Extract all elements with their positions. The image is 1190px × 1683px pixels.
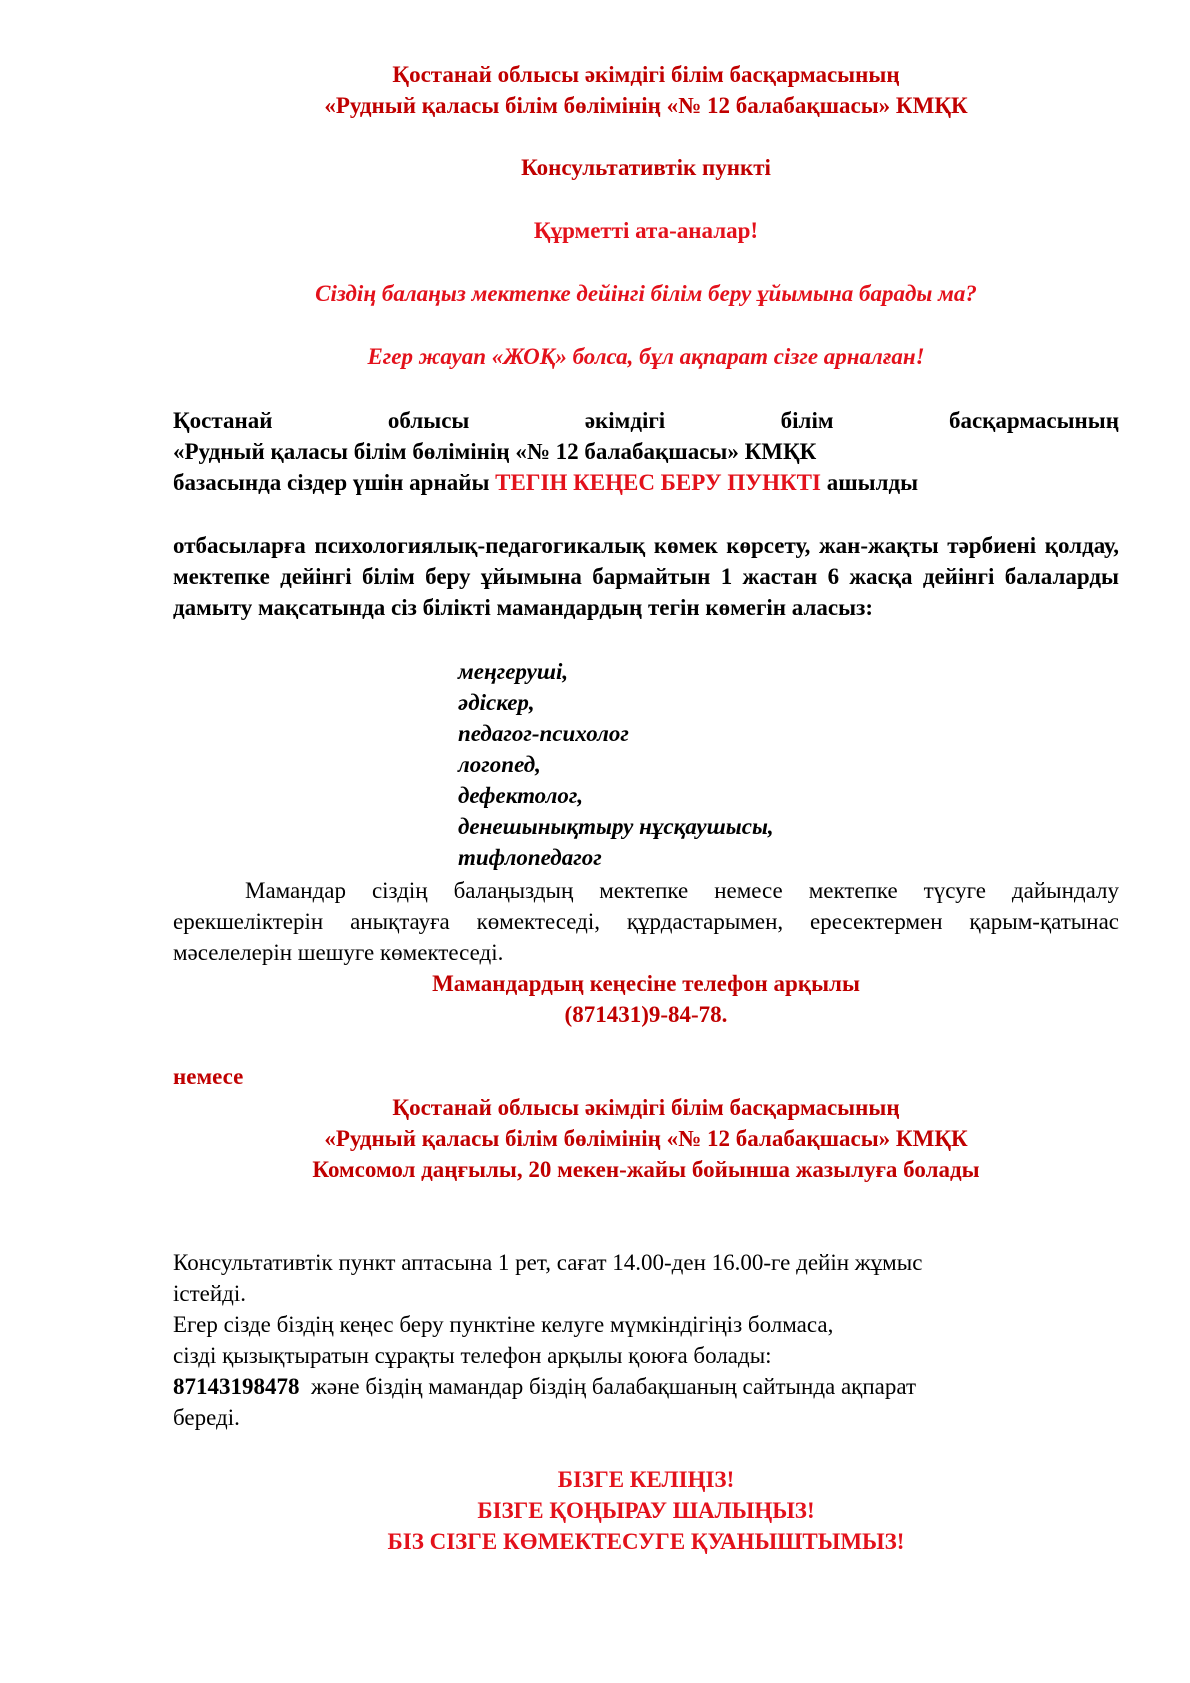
or-word: немесе xyxy=(173,1064,244,1089)
announcement-line-3 xyxy=(173,467,1119,498)
answer-note-line: Егер жауап «ЖОҚ» болса, бұл ақпарат сізге арналған! xyxy=(367,344,925,369)
purpose-paragraph: отбасыларға психологиялық-педагогикалық көмек көрсету, жан-жақты тәрбиені қолдау, мектепке дейінгі білім беру ұйымына бармайтын 1 жастан 6 жасқа дейінгі балаларды дамыту мақсатында сіз білікті мамандардың тегін көмегін аласыз: xyxy=(173,533,1119,620)
address-line-1: Қостанай облысы әкімдігі білім басқармасының xyxy=(392,1095,900,1120)
schedule-phone: 87143198478 xyxy=(173,1374,300,1399)
schedule-line-5-rest: және біздің мамандар біздің балабақшаның сайтында ақпарат xyxy=(299,1374,917,1399)
announcement-line-2: «Рудный қаласы білім бөлімінің «№ 12 балабақшасы» КМҚК xyxy=(173,439,817,464)
address-line-2: «Рудный қаласы білім бөлімінің «№ 12 балабақшасы» КМҚК xyxy=(324,1126,968,1151)
specialists-list xyxy=(173,656,1119,873)
schedule-line-5 xyxy=(173,1371,916,1402)
free-consult-highlight: ТЕГІН КЕҢЕС БЕРУ ПУНКТІ xyxy=(495,470,821,495)
specialist-item: әдіскер, xyxy=(458,690,535,715)
specialists-help-paragraph: Мамандар сіздің балаңыздың мектепке немесе мектепке түсуге дайындалу ерекшеліктерін анықтауға көмектеседі, құрдастарымен, ересектермен қарым-қатынас мәселелерін шешуге көмектеседі. xyxy=(173,878,1119,965)
announcement-line-3-start: базасында сіздер үшін арнайы xyxy=(173,470,496,495)
announcement-line-1: Қостанай облысы әкімдігі білім басқармасының xyxy=(173,408,1119,433)
header-org-line-1: Қостанай облысы әкімдігі білім басқармасының xyxy=(392,62,900,87)
specialist-item: тифлопедагог xyxy=(458,845,602,870)
specialist-item: дефектолог, xyxy=(458,783,584,808)
phone-number: (871431)9-84-78. xyxy=(564,1002,728,1027)
consult-point-title: Консультативтік пункті xyxy=(521,155,771,180)
phone-consult-line: Мамандардың кеңесіне телефон арқылы xyxy=(432,971,860,996)
closing-line-3: БІЗ СІЗГЕ КӨМЕКТЕСУГЕ ҚУАНЫШТЫМЫЗ! xyxy=(387,1529,905,1554)
specialist-item: логопед, xyxy=(458,752,541,777)
schedule-line-2: істейді. xyxy=(173,1281,247,1306)
closing-line-2: БІЗГЕ ҚОҢЫРАУ ШАЛЫҢЫЗ! xyxy=(477,1498,815,1523)
closing-line-1: БІЗГЕ КЕЛІҢІЗ! xyxy=(557,1467,735,1492)
specialist-item: педагог-психолог xyxy=(458,721,629,746)
greeting-heading: Құрметті ата-аналар! xyxy=(533,218,759,243)
schedule-line-4: сізді қызықтыратын сұрақты телефон арқылы қоюға болады: xyxy=(173,1343,772,1368)
header-org-line-2: «Рудный қаласы білім бөлімінің «№ 12 балабақшасы» КМҚК xyxy=(324,93,968,118)
schedule-line-3: Егер сізде біздің кеңес беру пунктіне келуге мүмкіндігіңіз болмаса, xyxy=(173,1312,834,1337)
announcement-line-3-end: ашылды xyxy=(820,470,919,495)
schedule-line-1: Консультативтік пункт аптасына 1 рет, сағат 14.00-ден 16.00-ге дейін жұмыс xyxy=(173,1250,923,1275)
specialist-item: денешынықтыру нұсқаушысы, xyxy=(458,814,774,839)
address-line-3: Комсомол даңғылы, 20 мекен-жайы бойынша жазылуға болады xyxy=(312,1157,980,1182)
schedule-line-6: береді. xyxy=(173,1405,240,1430)
specialist-item: меңгеруші, xyxy=(458,659,569,684)
question-line: Сіздің балаңыз мектепке дейінгі білім беру ұйымына барады ма? xyxy=(315,281,977,306)
